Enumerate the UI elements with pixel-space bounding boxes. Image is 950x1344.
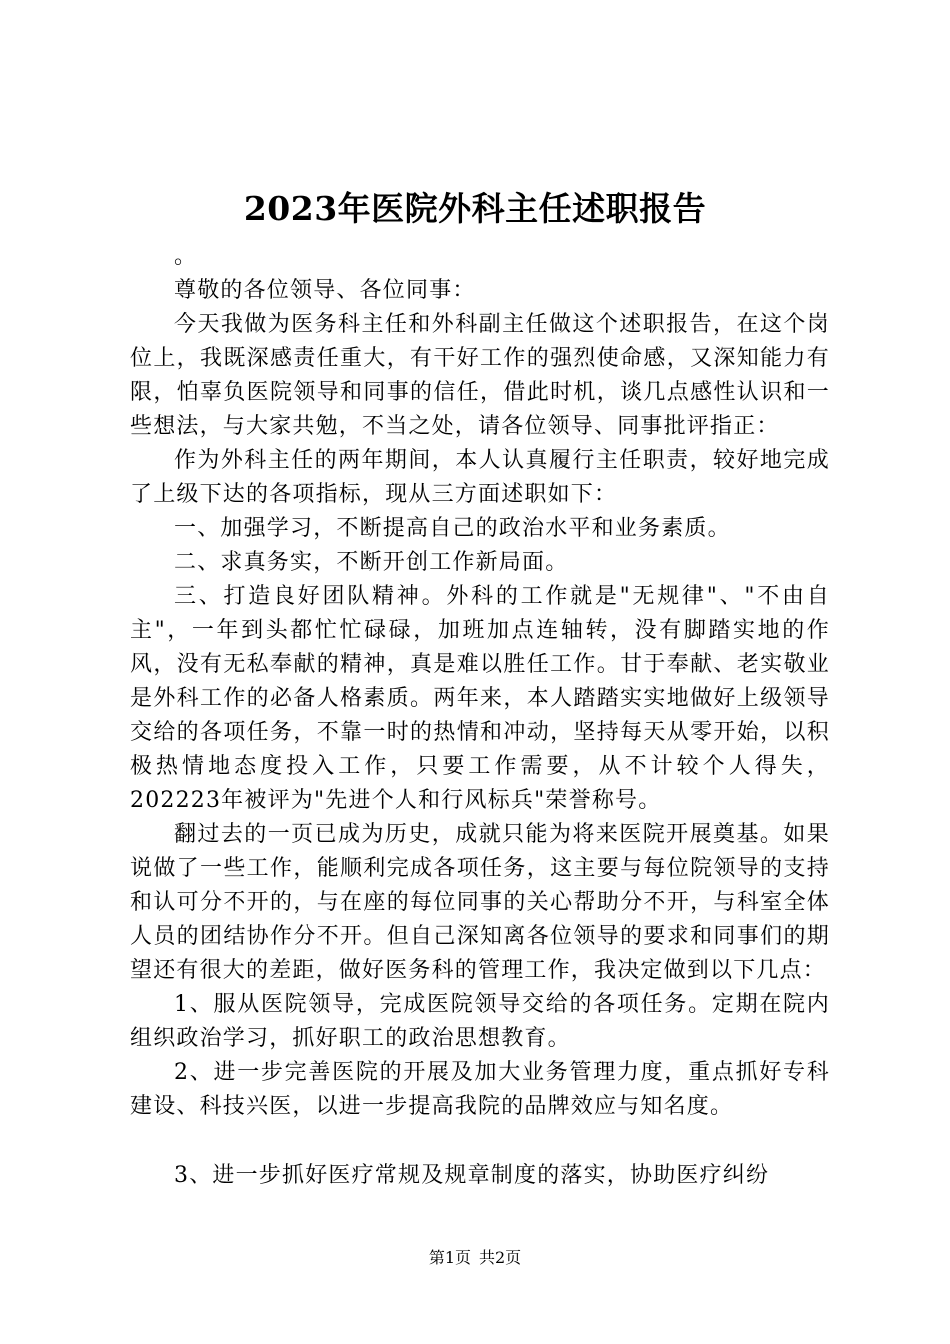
page-total: 共2页 (479, 1248, 522, 1267)
list-item: 1、服从医院领导，完成医院领导交给的各项任务。定期在院内组织政治学习，抓好职工的政治思想教育。 (130, 992, 830, 1051)
document-body (130, 240, 830, 1193)
page-number: 第1页 (428, 1248, 471, 1267)
list-item: 3、进一步抓好医疗常规及规章制度的落实，协助医疗纠纷 (174, 1163, 770, 1188)
paragraph: 三、打造良好团队精神。外科的工作就是"无规律"、"不由自主"，一年到头都忙忙碌碌，加班加点连轴转，没有脚踏实地的作风，没有无私奉献的精神，真是难以胜任工作。甘于奉献、老实敬业是外科工作的必备人格素质。两年来，本人踏踏实实地做好上级领导交给的各项任务，不靠一时的热情和冲动，坚持每天从零开始，以积极热情地态度投入工作，只要工作需要，从不计较个人得失，202223年被评为"先进个人和行风标兵"荣誉称号。 (130, 584, 830, 813)
page-footer (0, 1245, 950, 1268)
paragraph: 作为外科主任的两年期间，本人认真履行主任职责，较好地完成了上级下达的各项指标，现从三方面述职如下： (130, 448, 830, 507)
salutation: 尊敬的各位领导、各位同事： (174, 278, 476, 303)
list-item: 2、进一步完善医院的开展及加大业务管理力度，重点抓好专科建设、科技兴医，以进一步提高我院的品牌效应与知名度。 (130, 1060, 830, 1119)
paragraph: 今天我做为医务科主任和外科副主任做这个述职报告，在这个岗位上，我既深感责任重大，有干好工作的强烈使命感，又深知能力有限，怕辜负医院领导和同事的信任，借此时机，谈几点感性认识和一些想法，与大家共勉，不当之处，请各位领导、同事批评指正： (130, 312, 830, 439)
paragraph: 翻过去的一页已成为历史，成就只能为将来医院开展奠基。如果说做了一些工作，能顺利完成各项任务，这主要与每位院领导的支持和认可分不开的，与在座的每位同事的关心帮助分不开，与科室全体人员的团结协作分不开。但自己深知离各位领导的要求和同事们的期望还有很大的差距，做好医务科的管理工作，我决定做到以下几点： (130, 822, 830, 983)
section-heading: 一、加强学习，不断提高自己的政治水平和业务素质。 (174, 516, 731, 541)
document-title: 2023年医院外科主任述职报告 (243, 189, 707, 228)
paragraph-mark: 。 (174, 244, 198, 269)
section-heading: 二、求真务实，不断开创工作新局面。 (174, 550, 569, 575)
